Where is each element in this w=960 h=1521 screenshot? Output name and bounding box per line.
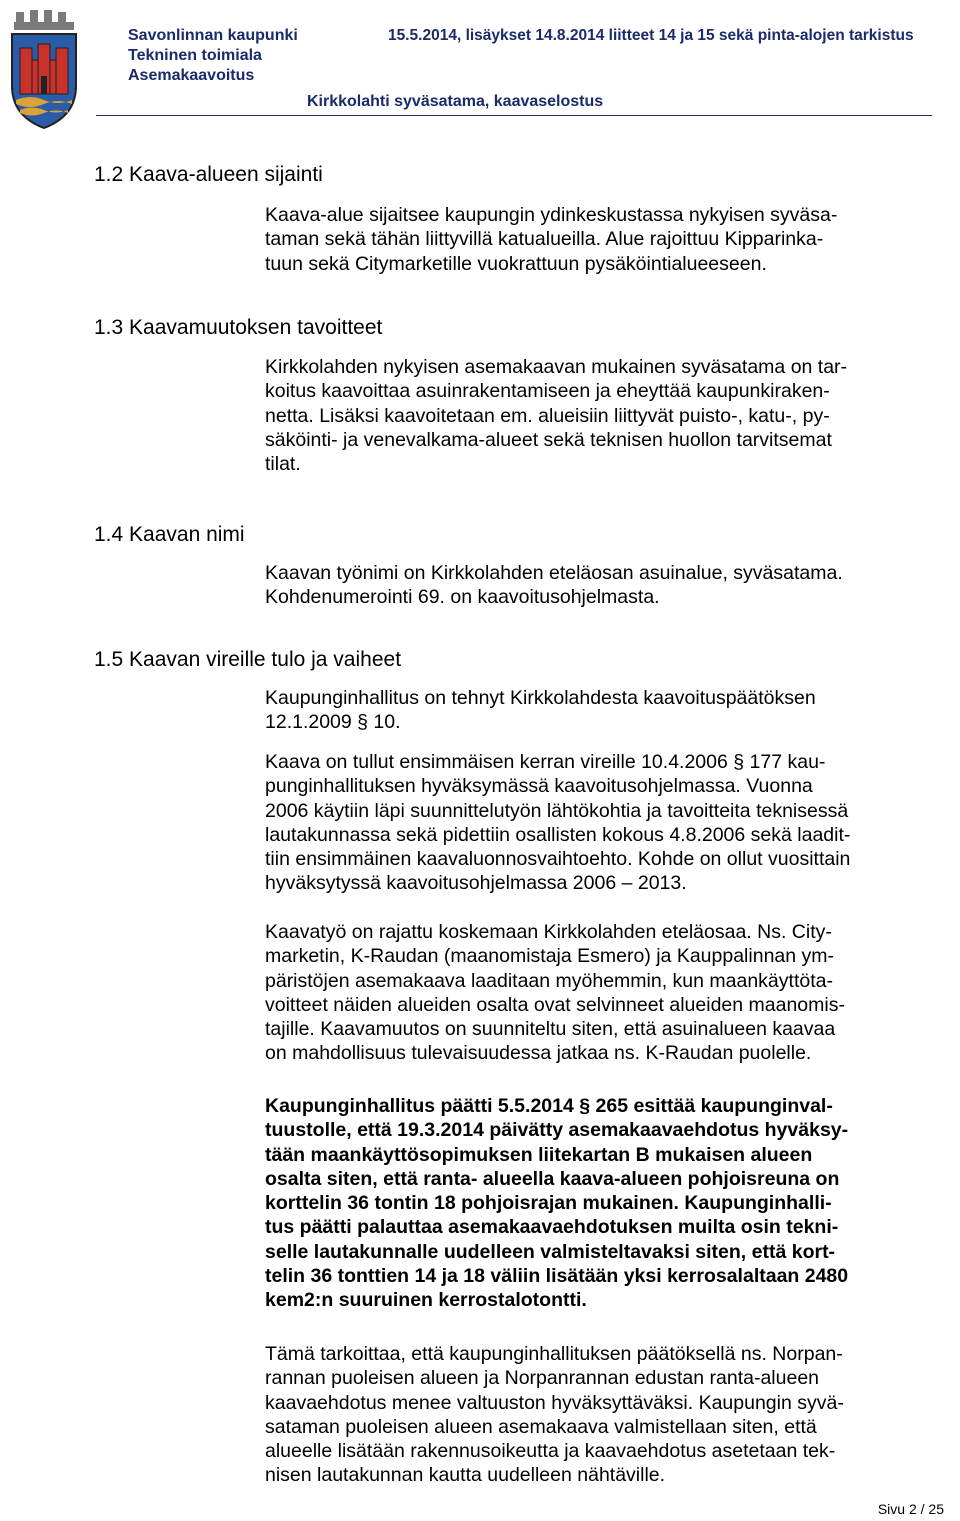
city-coat-of-arms-logo [8, 8, 80, 132]
text-line: punginhallituksen hyväksymässä kaavoitusohjelmassa. Vuonna [265, 775, 813, 798]
text-line: osalta siten, että ranta- alueella kaava-alueen pohjoisreuna on [265, 1167, 840, 1190]
paragraph [265, 920, 941, 1066]
page-number: Sivu 2 / 25 [877, 1501, 944, 1517]
text-line: koitus kaavoittaa asuinrakentamiseen ja eheyttää kaupunkiraken- [265, 380, 830, 403]
text-line: marketin, K-Raudan (maanomistaja Esmero) ja Kauppalinnan ym- [265, 945, 835, 968]
header-unit: Asemakaavoitus [128, 67, 255, 84]
paragraph [265, 355, 941, 476]
paragraph [265, 686, 941, 735]
text-line: alueelle lisätään rakennusoikeutta ja kaavaehdotus asetetaan tek- [265, 1440, 836, 1463]
text-line: päristöjen asemakaava laaditaan myöhemmin, kun maankäyttöta- [265, 969, 833, 992]
paragraph-bold-decision [265, 1094, 941, 1313]
text-line: tuustolle, että 19.3.2014 päivätty asemakaavaehdotus hyväksy- [265, 1119, 849, 1142]
text-line: Kaava-alue sijaitsee kaupungin ydinkeskustassa nykyisen syväsa- [265, 204, 838, 226]
text-line: on mahdollisuus tulevaisuudessa jatkaa ns. K-Raudan puolelle. [265, 1042, 812, 1065]
text-line: tuun sekä Citymarketille vuokrattuun pysäköintialueeseen. [265, 252, 767, 275]
text-line: Kirkkolahden nykyisen asemakaavan mukainen syväsatama on tar- [265, 356, 848, 378]
text-line: tiin ensimmäinen kaavaluonnosvaihtoehto. Kohde on ollut vuosittain [265, 848, 851, 871]
text-line: telin 36 tonttien 14 ja 18 väliin lisätään yksi kerrosalaltaan 2480 [265, 1265, 849, 1288]
text-line: sataman puoleisen alueen asemakaava valmistellaan siten, että [265, 1415, 817, 1438]
text-line: korttelin 36 tontin 18 pohjoisrajan mukainen. Kaupunginhalli- [265, 1192, 832, 1215]
header-date-note: 15.5.2014, lisäykset 14.8.2014 liitteet 14 ja 15 sekä pinta-alojen tarkistus [388, 27, 914, 44]
section-heading-1-5: 1.5 Kaavan vireille tulo ja vaiheet [94, 648, 402, 671]
header-divider [96, 115, 932, 116]
text-line: kaavaehdotus menee valtuuston hyväksyttäväksi. Kaupungin syvä- [265, 1391, 844, 1414]
text-line: Kaava on tullut ensimmäisen kerran vireille 10.4.2006 § 177 kau- [265, 751, 826, 773]
text-line: Tämä tarkoittaa, että kaupunginhallituksen päätöksellä ns. Norpan- [265, 1343, 843, 1365]
paragraph [265, 750, 941, 896]
text-line: Kaavatyö on rajattu koskemaan Kirkkolahden eteläosaa. Ns. City- [265, 921, 832, 943]
paragraph [265, 561, 941, 610]
text-line: hyväksytyssä kaavoitusohjelmassa 2006 – 2013. [265, 872, 687, 895]
header-document-title: Kirkkolahti syväsatama, kaavaselostus [307, 93, 604, 110]
text-line: lautakunnassa sekä pidettiin osallisten kokous 4.8.2006 sekä laadit- [265, 823, 851, 846]
text-line: säköinti- ja venevalkama-alueet sekä teknisen huollon tarvitsemat [265, 428, 832, 451]
text-line: tajille. Kaavamuutos on suunniteltu siten, että asuinalueen kaavaa [265, 1018, 836, 1041]
text-line: taman sekä tähän liittyvillä katualueilla. Alue rajoittuu Kipparinka- [265, 228, 824, 251]
text-line: netta. Lisäksi kaavoitetaan em. alueisiin liittyvät puisto-, katu-, py- [265, 404, 830, 427]
section-heading-1-3: 1.3 Kaavamuutoksen tavoitteet [94, 316, 383, 339]
text-line: tään maankäyttösopimuksen liitekartan B mukaisen alueen [265, 1143, 813, 1166]
text-line: Kohdenumerointi 69. on kaavoitusohjelmasta. [265, 586, 660, 609]
section-heading-1-2: 1.2 Kaava-alueen sijainti [94, 163, 323, 186]
text-line: rannan puoleisen alueen ja Norpanrannan edustan ranta-alueen [265, 1367, 820, 1390]
text-line: tilat. [265, 453, 301, 476]
text-line: 2006 käytiin läpi suunnittelutyön lähtökohtia ja tavoitteita teknisessä [265, 799, 849, 822]
text-line: 12.1.2009 § 10. [265, 711, 401, 734]
header-organization: Savonlinnan kaupunki [128, 27, 298, 44]
paragraph [265, 203, 941, 276]
header-department: Tekninen toimiala [128, 47, 262, 64]
text-line: Kaupunginhallitus on tehnyt Kirkkolahdesta kaavoituspäätöksen [265, 687, 816, 709]
section-heading-1-4: 1.4 Kaavan nimi [94, 523, 245, 546]
text-line: selle lautakunnalle uudelleen valmisteltavaksi siten, että kort- [265, 1240, 836, 1263]
text-line: kem2:n suuruinen kerrostalotontti. [265, 1289, 587, 1312]
text-line: tus päätti palauttaa asemakaavaehdotuksen muilta osin tekni- [265, 1216, 839, 1239]
text-line: voitteet näiden alueiden osalta ovat selvinneet alueiden maanomis- [265, 993, 845, 1016]
text-line: Kaavan työnimi on Kirkkolahden eteläosan asuinalue, syväsatama. [265, 562, 843, 584]
text-line: Kaupunginhallitus päätti 5.5.2014 § 265 esittää kaupunginval- [265, 1095, 833, 1117]
paragraph [265, 1342, 941, 1488]
text-line: nisen lautakunnan kautta uudelleen nähtäville. [265, 1464, 666, 1487]
